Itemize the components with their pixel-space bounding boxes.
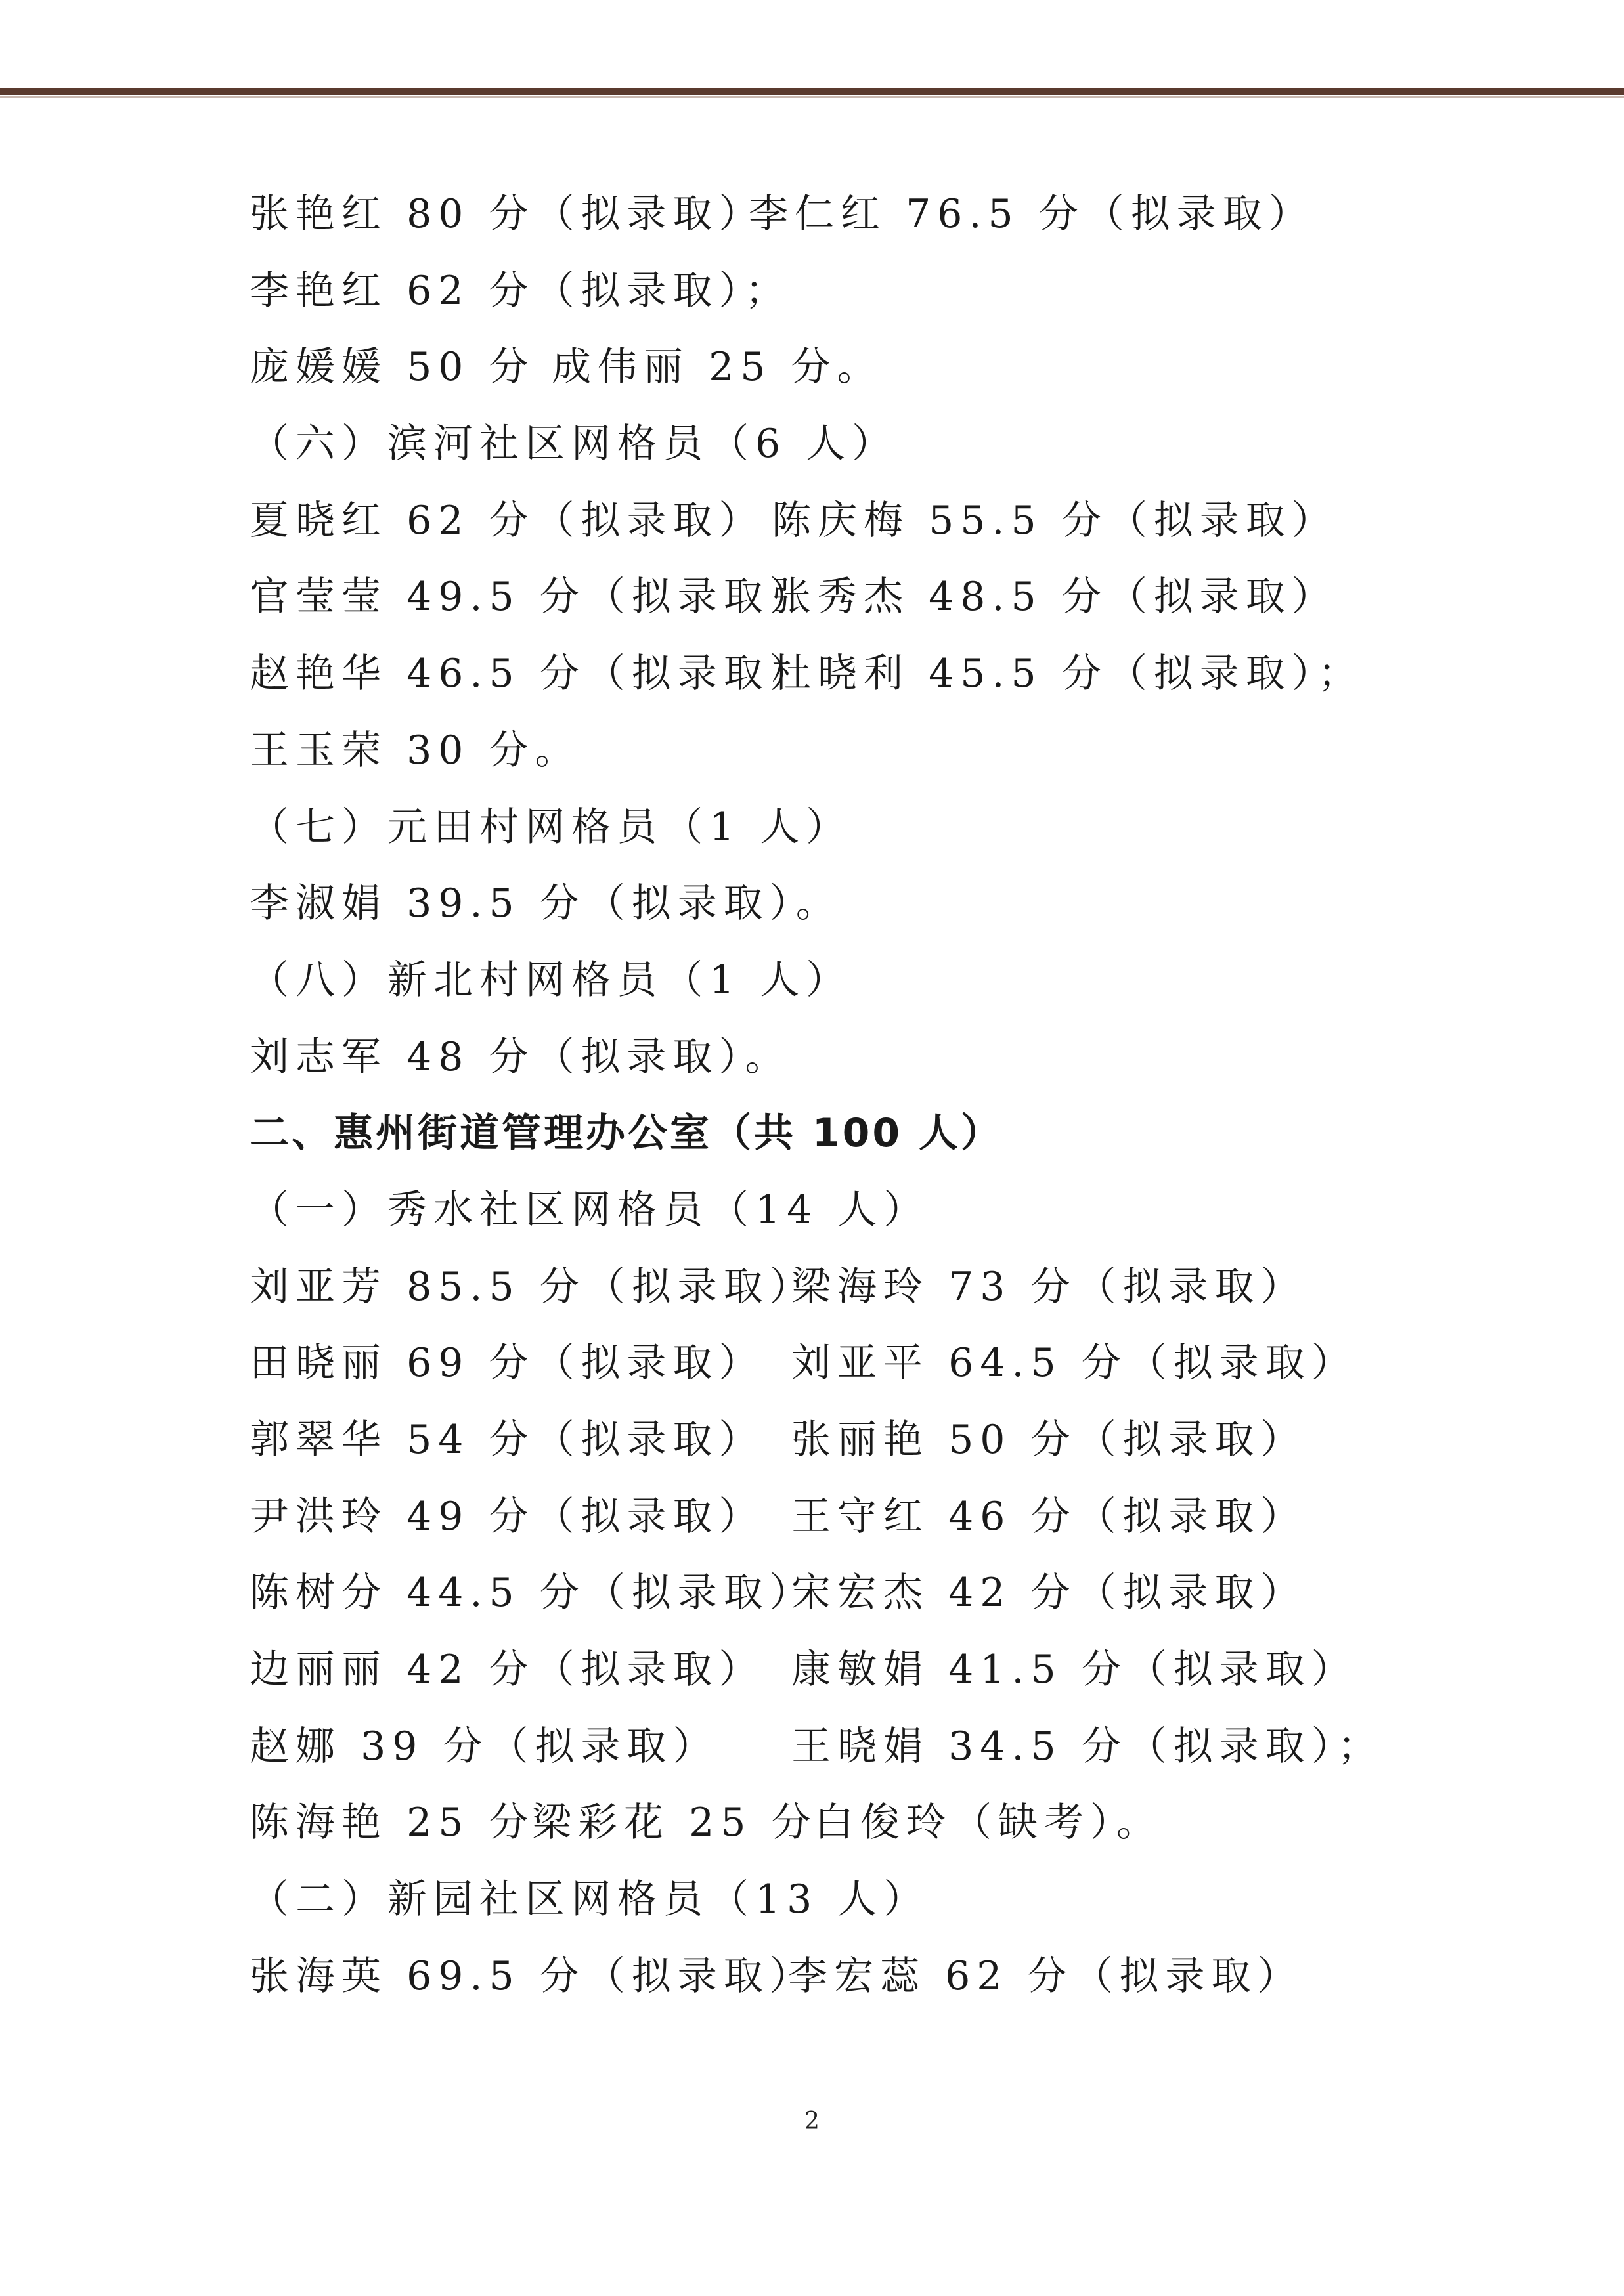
- page-number: 2: [804, 2108, 820, 2134]
- header-rule-shadow: [0, 96, 1624, 98]
- score-line: [250, 1325, 1432, 1402]
- heading-text: （一）秀水社区网格员（14 人）: [250, 1186, 930, 1233]
- score-entry: 张丽艳 50 分（拟录取）: [791, 1417, 1307, 1463]
- score-line: [250, 1708, 1432, 1785]
- score-entry: 赵娜 39 分（拟录取）: [250, 1723, 719, 1769]
- score-entry: 梁彩花 25 分: [532, 1800, 818, 1846]
- score-entry: 田晓丽 69 分（拟录取）: [250, 1340, 765, 1387]
- score-entry: 白俊玲（缺考）。: [814, 1800, 1162, 1846]
- score-entry: 李宏蕊 62 分（拟录取）: [788, 1953, 1304, 1999]
- score-line: [250, 1632, 1432, 1708]
- subsection-heading: [250, 789, 1432, 866]
- score-line: [250, 1479, 1432, 1555]
- score-line: [250, 712, 1432, 789]
- score-entry: 张海英 69.5 分（拟录取）: [250, 1953, 816, 1999]
- score-entry: 庞媛媛 50 分: [250, 344, 535, 391]
- subsection-heading: [250, 1172, 1432, 1249]
- document-body: [250, 176, 1432, 2015]
- heading-text: （八）新北村网格员（1 人）: [250, 957, 852, 1003]
- heading-text: （七）元田村网格员（1 人）: [250, 804, 852, 850]
- score-entry: 康敏娟 41.5 分（拟录取）: [791, 1647, 1357, 1693]
- heading-text: （六）滨河社区网格员（6 人）: [250, 421, 898, 467]
- score-line: [250, 1785, 1432, 1861]
- score-line: [250, 253, 1432, 330]
- score-line: [250, 636, 1432, 712]
- section-heading: [250, 1095, 1432, 1172]
- score-line: [250, 176, 1432, 253]
- score-entry: 赵艳华 46.5 分（拟录取）: [250, 651, 816, 697]
- score-entry: 刘亚平 64.5 分（拟录取）: [791, 1340, 1357, 1387]
- score-entry: 李淑娟 39.5 分（拟录取）。: [250, 880, 842, 927]
- subsection-heading: [250, 1861, 1432, 1938]
- score-line: [250, 1402, 1432, 1479]
- score-entry: 李仁红 76.5 分（拟录取）: [749, 191, 1315, 237]
- score-entry: 李艳红 62 分（拟录取）；: [250, 267, 791, 314]
- score-line: [250, 1555, 1432, 1632]
- score-line: [250, 329, 1432, 406]
- score-line: [250, 559, 1432, 636]
- score-entry: 张艳红 80 分（拟录取）: [250, 191, 765, 237]
- heading-text: 二、惠州街道管理办公室（共 100 人）: [250, 1110, 1003, 1157]
- score-entry: 郭翠华 54 分（拟录取）: [250, 1417, 765, 1463]
- score-entry: 宋宏杰 42 分（拟录取）: [791, 1570, 1307, 1616]
- score-entry: 刘亚芳 85.5 分（拟录取）: [250, 1263, 816, 1310]
- score-entry: 尹洪玲 49 分（拟录取）: [250, 1493, 765, 1540]
- score-entry: 夏晓红 62 分（拟录取）: [250, 497, 765, 544]
- score-line: [250, 865, 1432, 942]
- score-entry: 刘志军 48 分（拟录取）。: [250, 1033, 791, 1080]
- subsection-heading: [250, 406, 1432, 483]
- score-entry: 边丽丽 42 分（拟录取）: [250, 1647, 765, 1693]
- score-entry: 梁海玲 73 分（拟录取）: [791, 1263, 1307, 1310]
- header-rule: [0, 88, 1624, 95]
- score-line: [250, 1019, 1432, 1096]
- score-entry: 张秀杰 48.5 分（拟录取）: [772, 574, 1338, 620]
- score-entry: 王晓娟 34.5 分（拟录取）；: [791, 1723, 1384, 1769]
- score-entry: 陈树分 44.5 分（拟录取）: [250, 1570, 816, 1616]
- score-entry: 官莹莹 49.5 分（拟录取）: [250, 574, 816, 620]
- score-line: [250, 1938, 1432, 2015]
- score-entry: 成伟丽 25 分。: [552, 344, 883, 391]
- score-entry: 王玉荣 30 分。: [250, 727, 581, 773]
- heading-text: （二）新园社区网格员（13 人）: [250, 1876, 930, 1923]
- subsection-heading: [250, 942, 1432, 1019]
- score-entry: 杜晓利 45.5 分（拟录取）；: [772, 651, 1364, 697]
- score-line: [250, 483, 1432, 559]
- score-line: [250, 1249, 1432, 1326]
- score-entry: 陈海艳 25 分: [250, 1800, 535, 1846]
- score-entry: 陈庆梅 55.5 分（拟录取）: [772, 497, 1338, 544]
- score-entry: 王守红 46 分（拟录取）: [791, 1493, 1307, 1540]
